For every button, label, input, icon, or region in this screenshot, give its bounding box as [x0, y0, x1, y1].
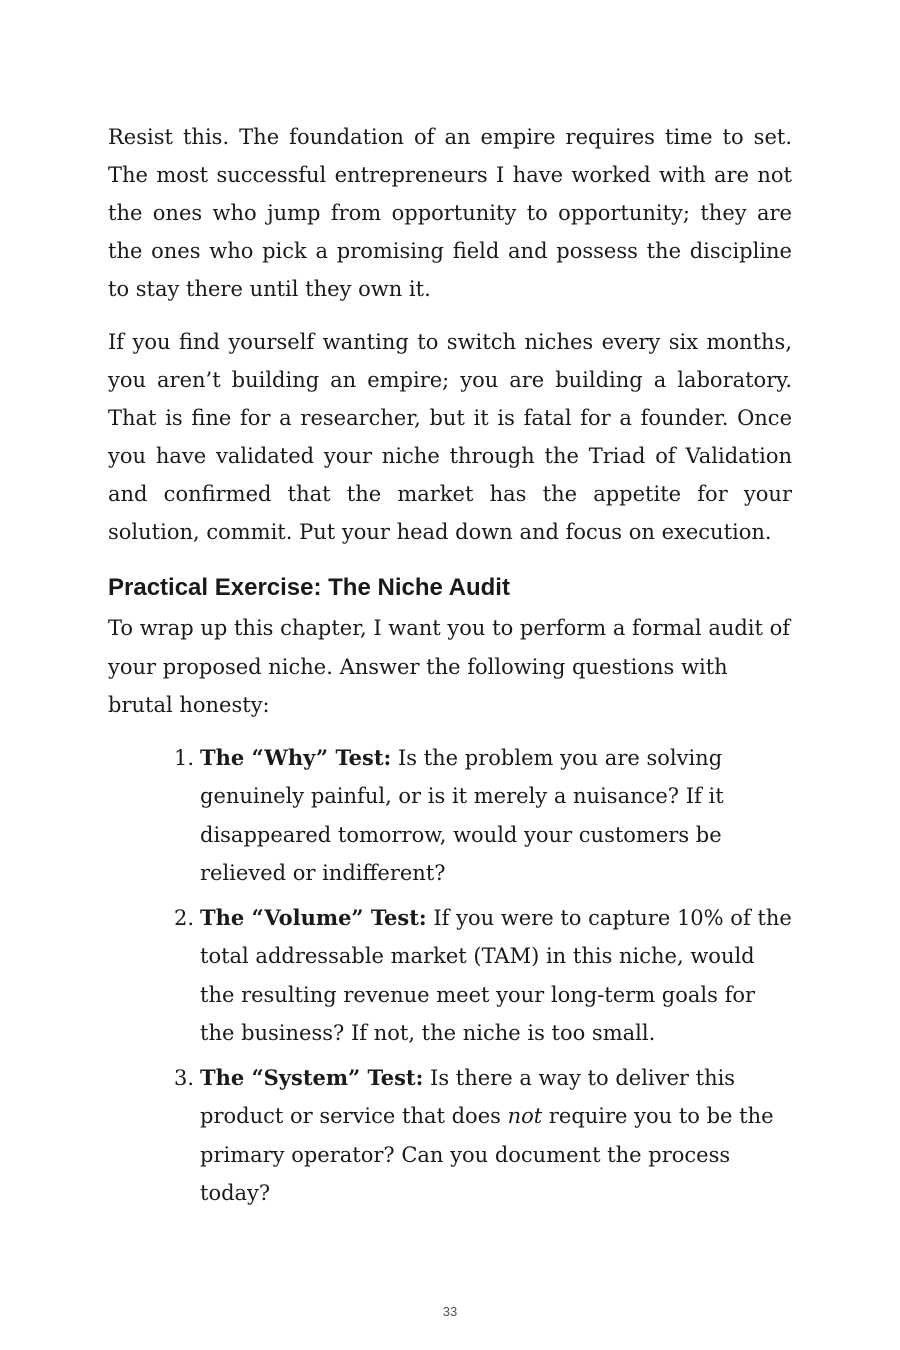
list-item-number: 3.	[174, 1065, 195, 1090]
section-intro: To wrap up this chapter, I want you to perform a formal audit of your proposed niche. Answer the following questions with brutal honesty:	[108, 616, 791, 717]
list-item-number: 1.	[174, 745, 195, 770]
page-body	[108, 118, 792, 1219]
list-item-emphasis: not	[507, 1104, 543, 1128]
list-item-term: The “Why” Test:	[200, 744, 392, 770]
list-item-text: Is the problem you are solving genuinely painful, or is it merely a nuisance? If it disappeared tomorrow, would your customers be relieved or indifferent?	[200, 745, 724, 885]
paragraph-resist: Resist this. The foundation of an empire requires time to set. The most successful entrepreneurs I have worked with are not the ones who jump from opportunity to opportunity; they are the ones who pick a promising field and possess the discipline to stay there until they own it.	[108, 125, 792, 301]
paragraph-switch-niches: If you find yourself wanting to switch niches every six months, you aren’t building an empire; you are building a laboratory. That is fine for a researcher, but it is fatal for a founder. Once you have validated your niche through the Triad of Validation and confirmed that the market has the appetite for your solution, commit. Put your head down and focus on execution.	[108, 330, 792, 544]
list-item-term: The “Volume” Test:	[200, 904, 427, 930]
list-item	[174, 899, 792, 1053]
list-item-term: The “System” Test:	[200, 1064, 424, 1090]
section-heading: Practical Exercise: The Niche Audit	[108, 574, 510, 601]
page-number: 33	[442, 1304, 458, 1319]
list-item-text: If you were to capture 10% of the total addressable market (TAM) in this niche, would the resulting revenue meet your long-term goals for the business? If not, the niche is too small.	[200, 905, 792, 1045]
list-item-text: require you to be the primary operator? Can you document the process today?	[200, 1104, 774, 1205]
exercise-list	[108, 739, 792, 1213]
list-item	[174, 739, 792, 893]
list-item-number: 2.	[174, 905, 195, 930]
list-item	[174, 1059, 792, 1213]
list-item-text: Is there a way to deliver this product or service that does	[200, 1065, 736, 1128]
